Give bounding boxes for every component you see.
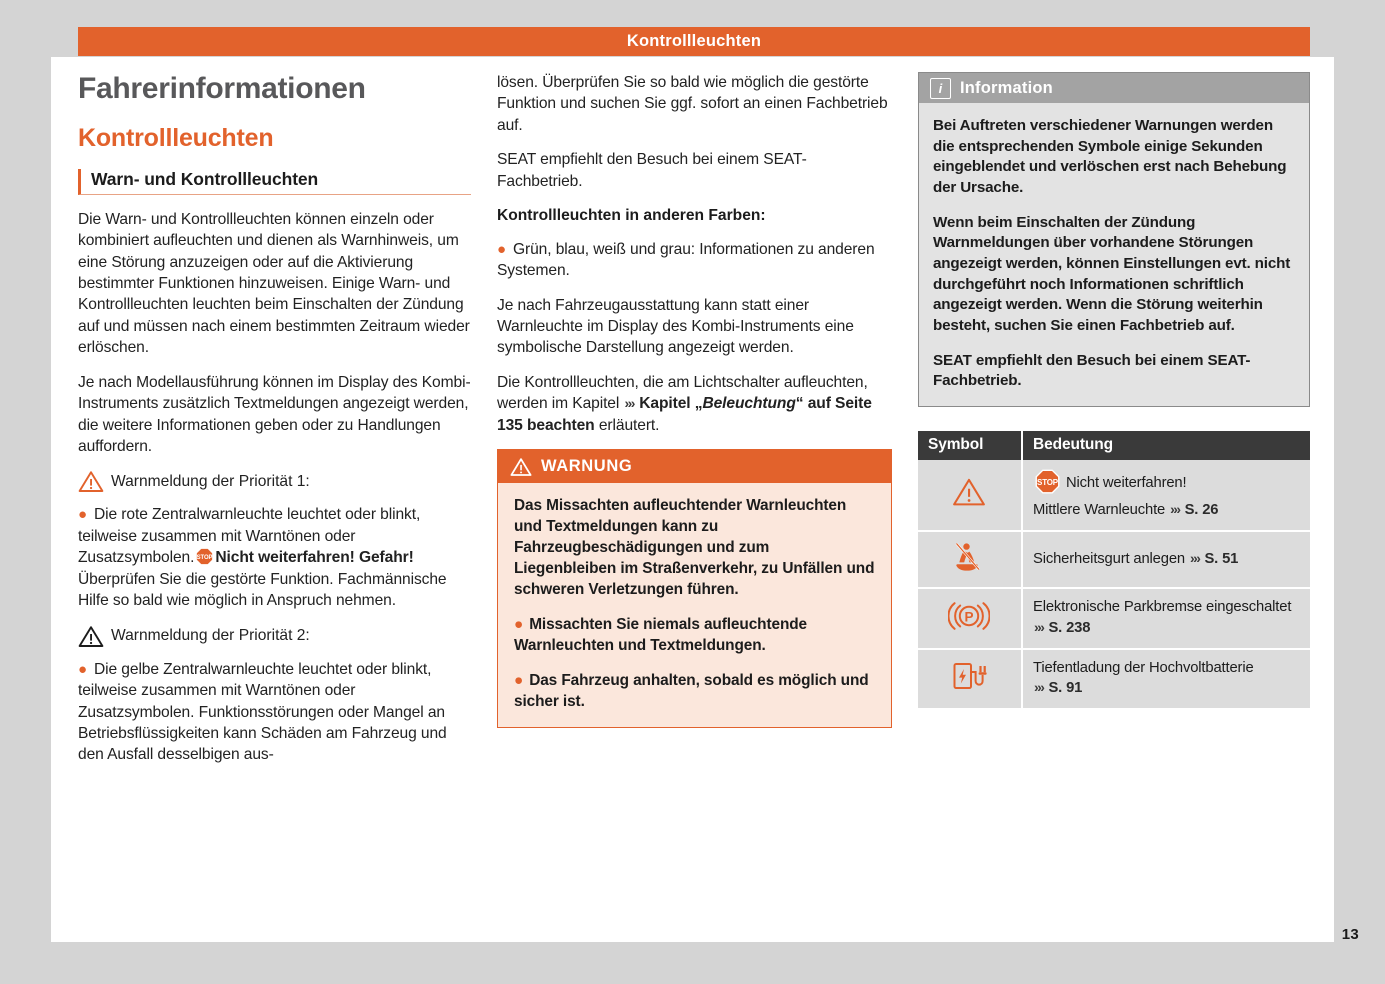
svg-text:STOP: STOP: [1037, 477, 1058, 487]
chevron-right-icon: ›››: [1189, 549, 1200, 566]
meaning-cell: [1022, 460, 1310, 531]
page-reference: S. 238: [1048, 619, 1091, 636]
priority-2-text: Die gelbe Zentralwarnleuchte leuchtet oder blinkt, teilweise zusammen mit Warntönen oder Zusatzsymbolen. Funktionsstörungen oder Mangel an Betriebsflüssigkeiten kann Schäden am Fahrzeug und den Ausfall desselbigen aus-: [78, 660, 447, 764]
meaning-text-2: Elektronische Parkbremse eingeschaltet: [1032, 598, 1292, 615]
bullet-dot: ●: [78, 660, 87, 678]
paragraph-intro: Die Warn- und Kontrollleuchten können einzeln oder kombiniert aufleuchten und dienen als Warnhinweis, um eine Störung anzuzeigen oder auf die Aktivierung bestimmter Funktionen hinzuweisen. Einige Warn- und Kontrollleuchten leuchten beim Einschalten der Zündung auf und müssen nach einem bestimmten Zeitraum wieder erlöschen.: [78, 210, 470, 357]
priority-1-heading: [78, 470, 471, 493]
meaning-page-line: [1033, 618, 1300, 639]
stop-sign-icon: [196, 548, 213, 565]
warning-bullet-1-text: Missachten Sie niemals aufleuchtende Warnleuchten und Textmeldungen.: [514, 615, 808, 654]
meaning-line-2: [1033, 549, 1300, 570]
meaning-text-2: Sicherheitsgurt anlegen: [1032, 550, 1186, 567]
column-header-symbol: Symbol: [918, 431, 1022, 460]
chevron-right-icon: ›››: [1170, 501, 1180, 518]
light-ref-bold2: “ auf Seite 135 beachten: [497, 395, 872, 434]
warning-triangle-icon: [78, 470, 104, 493]
bullet-other-colors: [497, 239, 892, 282]
paragraph-display-messages: Je nach Modellausführung können im Display des Kombi-Instruments zusätzlich Textmeldungen angezeigt werden, die weitere Informationen geben oder zu Handlungen auffordern.: [78, 373, 471, 455]
subsection-heading: [78, 169, 471, 195]
column-right: [918, 72, 1310, 779]
chevron-right-icon: ›››: [1033, 618, 1044, 635]
meaning-text-2: Tiefentladung der Hochvoltbatterie: [1032, 659, 1254, 676]
information-box-body: [919, 103, 1309, 406]
priority-2-bullet: [78, 659, 471, 766]
bullet-other-colors-text: Grün, blau, weiß und grau: Informationen zu anderen Systemen.: [497, 240, 875, 280]
meaning-cell: [1022, 649, 1310, 710]
meaning-text-2: Mittlere Warnleuchte: [1032, 502, 1166, 519]
symbol-cell: [918, 531, 1022, 588]
paragraph-seat-recommendation: SEAT empfiehlt den Besuch bei einem SEAT-Fachbetrieb.: [497, 151, 807, 190]
warning-bullet-2: [514, 671, 875, 713]
paragraph-symbolic-display: Je nach Fahrzeugausstattung kann statt einer Warnleuchte im Display des Kombi-Instruments eine symbolische Darstellung angezeigt werden.: [497, 296, 854, 357]
meaning-text-1: Nicht weiterfahren!: [1065, 475, 1187, 492]
info-icon: i: [930, 78, 951, 99]
table-header-row: [918, 431, 1310, 460]
subsection-title: Warn- und Kontrollleuchten: [91, 168, 319, 189]
information-paragraph-1: Bei Auftreten verschiedener Warnungen werden die entsprechenden Symbole einige Sekunden eingeblendet und verlöschen erst nach Behebung der Ursache.: [932, 117, 1287, 197]
bullet-dot: ●: [514, 615, 524, 633]
warning-triangle-icon: [510, 457, 532, 477]
priority-1-bullet: [78, 504, 471, 611]
warning-bullet-1: [514, 615, 875, 657]
meaning-line-2: [1033, 500, 1300, 521]
meaning-cell: [1022, 531, 1310, 588]
three-column-layout: [78, 72, 1310, 779]
symbol-cell: [918, 649, 1022, 710]
page-reference: S. 26: [1184, 502, 1219, 519]
symbol-cell: [918, 460, 1022, 531]
meaning-page-line: [1033, 678, 1300, 699]
page-reference: S. 51: [1204, 550, 1239, 567]
information-box: [918, 72, 1310, 407]
priority-1-text-bold: Nicht weiterfahren! Gefahr!: [215, 549, 414, 567]
parking-brake-icon: [948, 601, 990, 631]
column-header-meaning: Bedeutung: [1022, 431, 1310, 460]
light-ref-italic: Beleuchtung: [702, 395, 796, 413]
svg-text:STOP: STOP: [197, 555, 213, 562]
section-title: Kontrollleuchten: [78, 124, 274, 152]
priority-1-text-b: Überprüfen Sie die gestörte Funktion. Fachmännische Hilfe so bald wie möglich in Anspruch nehmen.: [78, 570, 447, 610]
bullet-dot: ●: [514, 671, 524, 689]
information-paragraph-2: Wenn beim Einschalten der Zündung Warnmeldungen über vorhandene Störungen angezeigt werden, können Einstellungen evt. nicht durchgeführt noch Informationen schriftlich angezeigt werden. Wenn die Störung weiterhin besteht, suchen Sie einen Fachbetrieb auf.: [932, 213, 1291, 335]
symbol-cell: [918, 588, 1022, 649]
column-left: [78, 72, 471, 779]
warning-triangle-icon: [78, 625, 104, 648]
warning-box-header: [498, 450, 891, 483]
light-ref-text-a: Die Kontrollleuchten, die am Lichtschalter aufleuchten, werden im Kapitel: [497, 373, 868, 413]
high-voltage-battery-icon: [951, 660, 987, 692]
svg-text:P: P: [964, 609, 974, 625]
warning-box-body: [498, 483, 891, 726]
page-reference: S. 91: [1048, 680, 1083, 697]
paragraph-light-switch-reference: [497, 372, 892, 436]
meaning-line-1: [1033, 469, 1300, 494]
bullet-dot: ●: [78, 506, 87, 524]
information-box-title: Information: [959, 78, 1053, 97]
light-ref-text-b: erläutert.: [598, 416, 660, 434]
table-row: [918, 588, 1310, 649]
priority-2-heading: [78, 625, 471, 648]
table-row: [918, 460, 1310, 531]
priority-1-label: Warnmeldung der Priorität 1:: [111, 472, 310, 490]
priority-1-text-a: Die rote Zentralwarnleuchte leuchtet oder blinkt, teilweise zusammen mit Warntönen oder Zusatzsymbolen.: [78, 506, 421, 567]
chevron-right-icon: ›››: [624, 395, 634, 412]
warning-paragraph: Das Missachten aufleuchtender Warnleuchten und Textmeldungen kann zu Fahrzeugbeschädigungen und zum Liegenbleiben im Straßenverkehr, zu Unfällen und schweren Verletzungen führen.: [514, 497, 875, 598]
warning-box: [497, 449, 892, 727]
warning-bullet-2-text: Das Fahrzeug anhalten, sobald es möglich und sicher ist.: [514, 671, 869, 710]
warning-triangle-icon: [952, 477, 986, 507]
warning-box-title: WARNUNG: [541, 457, 633, 476]
seatbelt-icon: [953, 541, 985, 573]
bullet-dot: ●: [497, 240, 506, 258]
symbol-meaning-table: [918, 431, 1310, 710]
meaning-line-2: [1033, 659, 1300, 679]
meaning-line-2: [1033, 598, 1300, 618]
page-number: 13: [1341, 926, 1359, 943]
priority-2-label: Warnmeldung der Priorität 2:: [111, 626, 310, 644]
stop-sign-icon: [1035, 469, 1060, 494]
information-box-header: [919, 73, 1309, 103]
table-row: [918, 649, 1310, 710]
light-ref-bold: Kapitel „: [639, 395, 703, 413]
information-paragraph-3: SEAT empfiehlt den Besuch bei einem SEAT-Fachbetrieb.: [932, 351, 1251, 390]
running-head-bar: [78, 27, 1310, 56]
column-middle: [497, 72, 892, 779]
running-head-title: Kontrollleuchten: [626, 32, 762, 50]
paragraph-continuation: lösen. Überprüfen Sie so bald wie möglich die gestörte Funktion und suchen Sie ggf. sofort an einen Fachbetrieb auf.: [497, 74, 888, 134]
page-title: Fahrerinformationen: [78, 72, 366, 105]
table-row: [918, 531, 1310, 588]
meaning-cell: [1022, 588, 1310, 649]
subhead-other-colors: Kontrollleuchten in anderen Farben:: [497, 207, 766, 225]
chevron-right-icon: ›››: [1033, 679, 1044, 696]
